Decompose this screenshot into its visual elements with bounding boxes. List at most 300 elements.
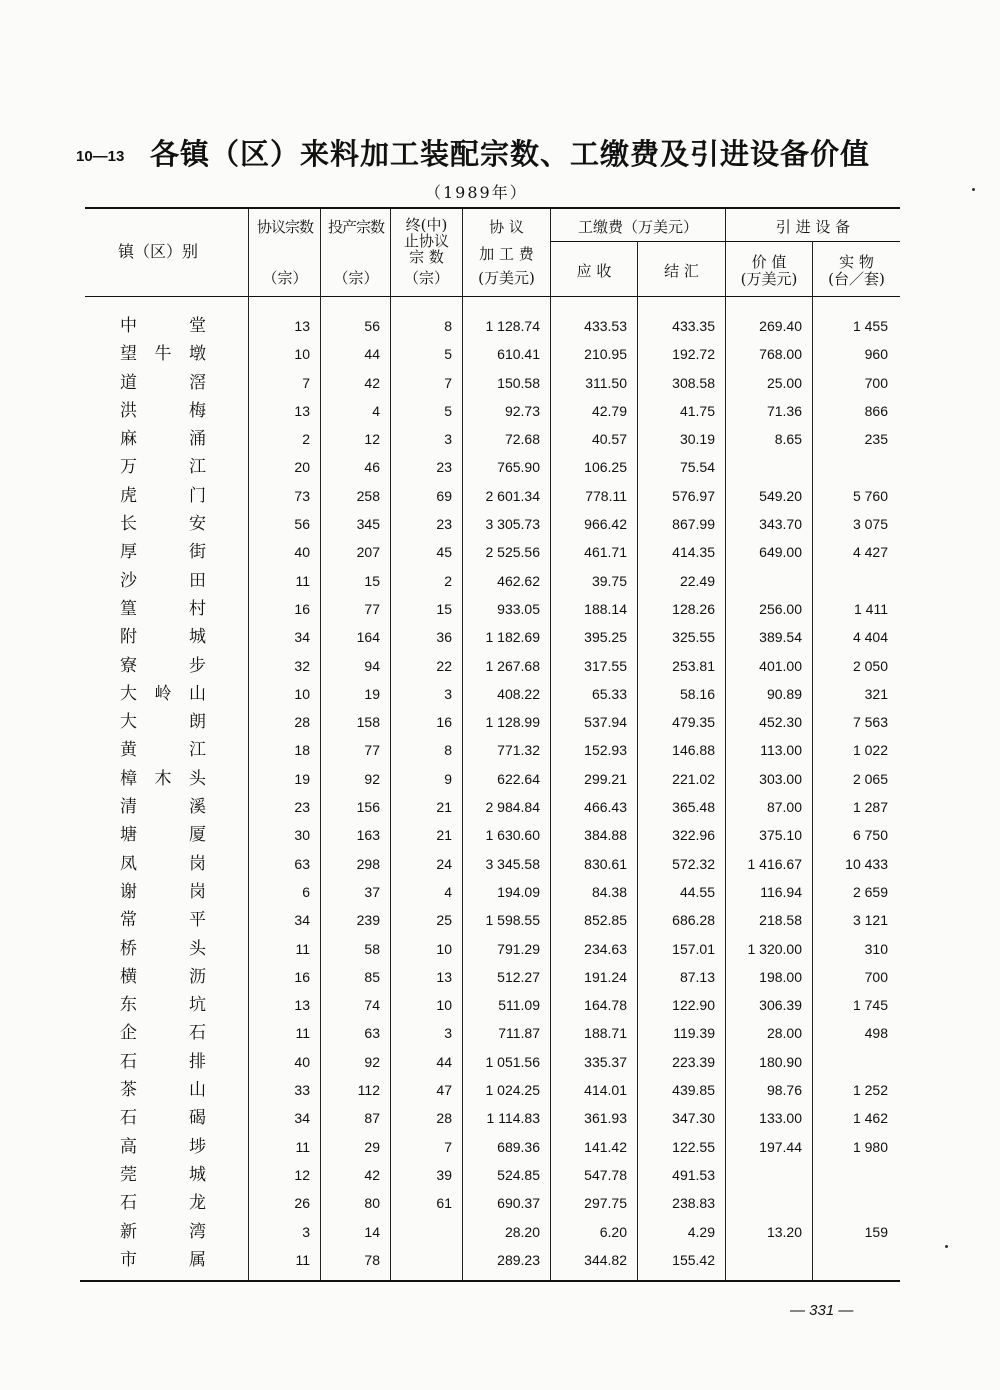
- table-number: 10—13: [76, 148, 125, 165]
- table-row: [0, 850, 1000, 878]
- cell-equipment-value: 306.39: [759, 997, 802, 1014]
- cell-settled: 146.88: [672, 742, 715, 759]
- cell-receivable: 188.14: [584, 600, 627, 617]
- cell-receivable: 40.57: [591, 431, 627, 448]
- cell-terminated: 45: [436, 544, 452, 561]
- cell-agreed: 63: [294, 855, 310, 872]
- table-row: [0, 765, 1000, 793]
- cell-town: 塘 厦: [120, 825, 206, 846]
- cell-in-production: 44: [364, 346, 380, 363]
- table-row: [0, 821, 1000, 849]
- cell-agreed: 11: [295, 940, 310, 957]
- table-row: [0, 935, 1000, 963]
- cell-terminated: 5: [444, 346, 452, 363]
- cell-in-production: 164: [356, 629, 380, 646]
- cell-agreed: 30: [294, 827, 310, 844]
- cell-processing-fee: 194.09: [497, 883, 540, 900]
- cell-equipment-units: 498: [864, 1025, 888, 1042]
- cell-equipment-units: 1 455: [852, 318, 888, 334]
- cell-equipment-units: 2 050: [852, 657, 888, 674]
- cell-settled: 576.97: [672, 487, 715, 504]
- cell-equipment-units: 1 252: [852, 1082, 888, 1099]
- cell-in-production: 29: [364, 1138, 380, 1155]
- cell-terminated: 23: [436, 459, 452, 476]
- table-row: [0, 1246, 1000, 1274]
- cell-equipment-units: 1 745: [852, 997, 888, 1014]
- header-processing-fee-unit: (万美元): [478, 269, 535, 287]
- cell-processing-fee: 791.29: [497, 940, 540, 957]
- cell-town: 凤 岗: [120, 853, 206, 874]
- cell-equipment-units: 3 075: [852, 516, 888, 533]
- cell-equipment-value: 218.58: [759, 912, 802, 929]
- table-row: [0, 1161, 1000, 1189]
- cell-equipment-value: 90.89: [766, 685, 802, 702]
- cell-town: 洪 梅: [120, 400, 206, 421]
- cell-processing-fee: 3 345.58: [485, 855, 540, 872]
- data-table-body: [0, 312, 1000, 1274]
- header-terminated: 终(中): [405, 216, 448, 234]
- cell-town: 长 安: [120, 514, 206, 535]
- cell-processing-fee: 1 128.99: [485, 714, 540, 731]
- table-row: [0, 482, 1000, 510]
- cell-town: 谢 岗: [120, 881, 206, 902]
- header-equipment-units-unit: (台／套): [828, 270, 885, 288]
- cell-in-production: 46: [364, 459, 380, 476]
- cell-processing-fee: 1 630.60: [485, 827, 540, 844]
- table-row: [0, 652, 1000, 680]
- cell-receivable: 42.79: [591, 402, 627, 419]
- cell-in-production: 37: [364, 883, 380, 900]
- cell-settled: 325.55: [672, 629, 715, 646]
- cell-in-production: 12: [364, 431, 380, 448]
- cell-terminated: 21: [436, 827, 452, 844]
- cell-processing-fee: 512.27: [497, 968, 540, 985]
- cell-settled: 238.83: [672, 1195, 715, 1212]
- cell-equipment-units: 1 022: [852, 742, 888, 759]
- table-row: [0, 680, 1000, 708]
- cell-equipment-value: 87.00: [766, 799, 802, 816]
- cell-processing-fee: 1 182.69: [485, 629, 540, 646]
- header-terminated-unit: （宗）: [403, 269, 449, 287]
- cell-receivable: 778.11: [585, 487, 627, 504]
- cell-terminated: 15: [436, 600, 452, 617]
- cell-settled: 491.53: [672, 1166, 715, 1183]
- cell-agreed: 19: [294, 770, 310, 787]
- cell-settled: 223.39: [672, 1053, 715, 1070]
- cell-processing-fee: 28.20: [504, 1223, 540, 1240]
- cell-agreed: 34: [294, 629, 310, 646]
- cell-equipment-value: 256.00: [759, 600, 802, 617]
- cell-in-production: 77: [364, 742, 380, 759]
- cell-receivable: 433.53: [584, 318, 627, 334]
- table-row: [0, 595, 1000, 623]
- cell-in-production: 87: [364, 1110, 380, 1127]
- cell-agreed: 33: [294, 1082, 310, 1099]
- cell-agreed: 56: [294, 516, 310, 533]
- cell-town: 东 坑: [120, 995, 206, 1016]
- cell-receivable: 414.01: [584, 1082, 627, 1099]
- cell-equipment-units: 960: [864, 346, 888, 363]
- cell-settled: 119.39: [673, 1025, 715, 1042]
- cell-settled: 253.81: [672, 657, 715, 674]
- cell-terminated: 7: [444, 374, 452, 391]
- cell-agreed: 12: [294, 1166, 310, 1183]
- cell-equipment-value: 1 320.00: [747, 940, 802, 957]
- table-row: [0, 878, 1000, 906]
- header-in-production-unit: （宗）: [333, 269, 379, 287]
- cell-agreed: 11: [295, 1025, 310, 1042]
- cell-equipment-value: 343.70: [759, 516, 802, 533]
- cell-equipment-value: 549.20: [759, 487, 802, 504]
- cell-in-production: 4: [372, 402, 380, 419]
- cell-processing-fee: 289.23: [497, 1251, 540, 1268]
- cell-processing-fee: 933.05: [497, 600, 540, 617]
- cell-receivable: 106.25: [584, 459, 627, 476]
- cell-town: 虎 门: [120, 485, 206, 506]
- cell-processing-fee: 72.68: [504, 431, 540, 448]
- table-row: [0, 538, 1000, 566]
- cell-terminated: 24: [436, 855, 452, 872]
- cell-equipment-units: 321: [864, 685, 888, 702]
- cell-receivable: 461.71: [584, 544, 627, 561]
- cell-equipment-value: 269.40: [759, 318, 802, 334]
- cell-in-production: 42: [364, 374, 380, 391]
- cell-agreed: 11: [295, 1251, 310, 1268]
- cell-equipment-units: 1 411: [854, 600, 888, 617]
- cell-settled: 479.35: [672, 714, 715, 731]
- cell-equipment-value: 116.94: [760, 883, 802, 900]
- cell-terminated: 5: [444, 402, 452, 419]
- cell-in-production: 85: [364, 968, 380, 985]
- cell-receivable: 547.78: [584, 1166, 627, 1183]
- cell-settled: 44.55: [679, 883, 715, 900]
- header-settled: 结 汇: [664, 262, 699, 280]
- cell-processing-fee: 622.64: [497, 770, 540, 787]
- cell-settled: 87.13: [679, 968, 715, 985]
- cell-town: 大 朗: [120, 712, 206, 733]
- cell-equipment-value: 375.10: [759, 827, 802, 844]
- cell-settled: 75.54: [679, 459, 715, 476]
- cell-receivable: 466.43: [584, 799, 627, 816]
- cell-terminated: 3: [444, 431, 452, 448]
- cell-equipment-value: 28.00: [766, 1025, 802, 1042]
- cell-agreed: 40: [294, 544, 310, 561]
- page-number: — 331 —: [790, 1302, 854, 1319]
- cell-terminated: 3: [444, 685, 452, 702]
- cell-equipment-value: 768.00: [759, 346, 802, 363]
- table-row: [0, 312, 1000, 340]
- cell-in-production: 298: [356, 855, 380, 872]
- cell-receivable: 164.78: [584, 997, 627, 1014]
- cell-equipment-units: 1 980: [852, 1138, 888, 1155]
- cell-equipment-units: 7 563: [852, 714, 888, 731]
- cell-processing-fee: 511.09: [498, 997, 540, 1014]
- cell-equipment-units: 3 121: [852, 912, 888, 929]
- cell-settled: 128.26: [672, 600, 715, 617]
- cell-in-production: 258: [356, 487, 380, 504]
- cell-in-production: 158: [356, 714, 380, 731]
- cell-agreed: 73: [294, 487, 310, 504]
- cell-agreed: 13: [294, 318, 310, 334]
- cell-equipment-value: 1 416.67: [747, 855, 802, 872]
- cell-town: 黄 江: [120, 740, 206, 761]
- cell-equipment-units: 866: [864, 402, 888, 419]
- cell-agreed: 3: [302, 1223, 310, 1240]
- header-terminated: 宗 数: [409, 248, 444, 266]
- cell-settled: 221.02: [672, 770, 715, 787]
- cell-town: 中 堂: [120, 316, 206, 336]
- cell-processing-fee: 1 128.74: [485, 318, 540, 334]
- cell-receivable: 297.75: [584, 1195, 627, 1212]
- cell-town: 麻 涌: [120, 429, 206, 450]
- cell-town: 道 滘: [120, 372, 206, 393]
- cell-agreed: 11: [295, 572, 310, 589]
- cell-in-production: 15: [364, 572, 380, 589]
- cell-agreed: 6: [302, 883, 310, 900]
- cell-terminated: 10: [436, 997, 452, 1014]
- cell-settled: 30.19: [679, 431, 715, 448]
- header-equipment-units: 实 物: [839, 253, 874, 271]
- cell-terminated: 44: [436, 1053, 452, 1070]
- cell-terminated: 28: [436, 1110, 452, 1127]
- cell-processing-fee: 1 051.56: [485, 1053, 540, 1070]
- cell-receivable: 65.33: [591, 685, 627, 702]
- cell-processing-fee: 1 114.83: [486, 1110, 540, 1127]
- cell-equipment-units: 310: [864, 940, 888, 957]
- cell-processing-fee: 1 024.25: [485, 1082, 540, 1099]
- cell-terminated: 2: [444, 572, 452, 589]
- cell-equipment-units: 6 750: [852, 827, 888, 844]
- cell-terminated: 8: [444, 318, 452, 334]
- cell-settled: 322.96: [672, 827, 715, 844]
- cell-terminated: 61: [436, 1195, 452, 1212]
- table-row: [0, 623, 1000, 651]
- cell-town: 企 石: [120, 1023, 206, 1044]
- cell-town: 附 城: [120, 627, 206, 648]
- scan-speck: [972, 188, 975, 191]
- cell-town: 寮 步: [120, 655, 206, 676]
- cell-settled: 433.35: [672, 318, 715, 334]
- cell-in-production: 78: [364, 1251, 380, 1268]
- cell-terminated: 39: [436, 1166, 452, 1183]
- cell-settled: 58.16: [679, 685, 715, 702]
- cell-terminated: 25: [436, 912, 452, 929]
- cell-settled: 308.58: [672, 374, 715, 391]
- cell-receivable: 361.93: [584, 1110, 627, 1127]
- cell-terminated: 9: [444, 770, 452, 787]
- cell-agreed: 10: [294, 685, 310, 702]
- year-subtitle: （1989年）: [425, 183, 528, 202]
- page-title: 各镇（区）来料加工装配宗数、工缴费及引进设备价值: [150, 137, 871, 171]
- cell-town: 沙 田: [120, 570, 206, 591]
- cell-in-production: 63: [364, 1025, 380, 1042]
- cell-terminated: 7: [444, 1138, 452, 1155]
- cell-equipment-units: 1 287: [852, 799, 888, 816]
- cell-town: 石 排: [120, 1051, 206, 1072]
- cell-equipment-units: 4 404: [852, 629, 888, 646]
- cell-terminated: 36: [436, 629, 452, 646]
- table-row: [0, 1189, 1000, 1217]
- cell-equipment-value: 389.54: [759, 629, 802, 646]
- bottom-rule: [80, 1280, 900, 1282]
- header-receivable: 应 收: [576, 262, 612, 280]
- cell-receivable: 317.55: [584, 657, 627, 674]
- cell-processing-fee: 711.87: [498, 1025, 540, 1042]
- header-bottom-rule: [85, 296, 900, 297]
- cell-town: 樟 木 头: [120, 768, 206, 789]
- cell-town: 横 沥: [120, 966, 206, 987]
- cell-equipment-value: 8.65: [774, 431, 802, 448]
- cell-agreed: 16: [294, 600, 310, 617]
- cell-equipment-units: 1 462: [852, 1110, 888, 1127]
- cell-equipment-value: 197.44: [759, 1138, 802, 1155]
- cell-receivable: 191.24: [584, 968, 627, 985]
- table-row: [0, 1104, 1000, 1132]
- cell-receivable: 344.82: [584, 1251, 627, 1268]
- cell-equipment-units: 700: [864, 374, 888, 391]
- cell-processing-fee: 150.58: [497, 374, 540, 391]
- cell-receivable: 210.95: [584, 346, 627, 363]
- cell-processing-fee: 689.36: [497, 1138, 540, 1155]
- cell-equipment-units: 700: [864, 968, 888, 985]
- cell-town: 莞 城: [120, 1164, 206, 1185]
- cell-processing-fee: 92.73: [504, 402, 540, 419]
- cell-terminated: 21: [436, 799, 452, 816]
- cell-town: 望 牛 墩: [120, 344, 206, 365]
- cell-processing-fee: 1 598.55: [485, 912, 540, 929]
- cell-terminated: 47: [436, 1082, 452, 1099]
- cell-settled: 41.75: [679, 402, 715, 419]
- cell-processing-fee: 462.62: [497, 572, 540, 589]
- table-row: [0, 906, 1000, 934]
- table-row: [0, 1133, 1000, 1161]
- cell-processing-fee: 1 267.68: [485, 657, 540, 674]
- cell-settled: 122.90: [672, 997, 715, 1014]
- header-labor-fee: 工缴费（万美元）: [577, 218, 698, 236]
- cell-receivable: 852.85: [584, 912, 627, 929]
- cell-settled: 192.72: [672, 346, 715, 363]
- header-agreed-unit: （宗）: [262, 269, 308, 287]
- header-town: 镇（区）别: [118, 242, 199, 261]
- table-row: [0, 963, 1000, 991]
- cell-settled: 414.35: [672, 544, 715, 561]
- cell-equipment-value: 401.00: [759, 657, 802, 674]
- cell-town: 石 碣: [120, 1108, 206, 1129]
- cell-town: 大 岭 山: [120, 683, 206, 704]
- cell-equipment-value: 198.00: [759, 968, 802, 985]
- header-processing-fee: 协 议: [489, 218, 524, 236]
- cell-equipment-value: 113.00: [760, 742, 802, 759]
- cell-processing-fee: 765.90: [497, 459, 540, 476]
- cell-town: 高 埗: [120, 1136, 206, 1157]
- cell-in-production: 345: [356, 516, 380, 533]
- cell-terminated: 10: [436, 940, 452, 957]
- table-row: [0, 1019, 1000, 1047]
- cell-in-production: 80: [364, 1195, 380, 1212]
- cell-agreed: 23: [294, 799, 310, 816]
- cell-receivable: 188.71: [584, 1025, 627, 1042]
- table-row: [0, 510, 1000, 538]
- cell-in-production: 239: [356, 912, 380, 929]
- cell-terminated: 8: [444, 742, 452, 759]
- cell-processing-fee: 610.41: [497, 346, 540, 363]
- cell-settled: 867.99: [672, 516, 715, 533]
- cell-town: 新 湾: [120, 1221, 206, 1242]
- cell-terminated: 4: [444, 883, 452, 900]
- cell-processing-fee: 771.32: [497, 742, 540, 759]
- cell-processing-fee: 690.37: [497, 1195, 540, 1212]
- cell-settled: 365.48: [672, 799, 715, 816]
- cell-receivable: 537.94: [584, 714, 627, 731]
- cell-processing-fee: 2 984.84: [485, 799, 540, 816]
- cell-equipment-units: 159: [864, 1223, 888, 1240]
- cell-terminated: 22: [436, 657, 452, 674]
- cell-equipment-value: 649.00: [759, 544, 802, 561]
- cell-in-production: 14: [364, 1223, 380, 1240]
- cell-agreed: 26: [294, 1195, 310, 1212]
- cell-receivable: 39.75: [591, 572, 627, 589]
- cell-equipment-units: 2 659: [852, 883, 888, 900]
- cell-town: 市 属: [120, 1249, 206, 1270]
- cell-settled: 155.42: [672, 1251, 715, 1268]
- cell-town: 清 溪: [120, 797, 206, 818]
- cell-in-production: 112: [357, 1082, 380, 1099]
- table-row: [0, 991, 1000, 1019]
- table-row: [0, 453, 1000, 481]
- cell-equipment-units: 10 433: [845, 855, 888, 872]
- cell-town: 万 江: [120, 457, 206, 478]
- cell-terminated: 16: [436, 714, 452, 731]
- header-in-production: 投产宗数: [327, 218, 384, 236]
- cell-equipment-value: 180.90: [759, 1053, 802, 1070]
- cell-settled: 22.49: [679, 572, 715, 589]
- cell-agreed: 7: [302, 374, 310, 391]
- cell-terminated: 13: [436, 968, 452, 985]
- cell-agreed: 13: [294, 402, 310, 419]
- cell-equipment-units: 4 427: [852, 544, 888, 561]
- cell-town: 桥 头: [120, 938, 206, 959]
- cell-equipment-value: 303.00: [759, 770, 802, 787]
- table-row: [0, 708, 1000, 736]
- table-row: [0, 369, 1000, 397]
- cell-receivable: 234.63: [584, 940, 627, 957]
- cell-in-production: 56: [364, 318, 380, 334]
- cell-receivable: 966.42: [584, 516, 627, 533]
- cell-settled: 347.30: [672, 1110, 715, 1127]
- cell-processing-fee: 3 305.73: [485, 516, 540, 533]
- header-processing-fee: 加 工 费: [479, 245, 534, 263]
- cell-equipment-value: 13.20: [766, 1223, 802, 1240]
- cell-terminated: 3: [444, 1025, 452, 1042]
- cell-agreed: 28: [294, 714, 310, 731]
- header-equipment-value: 价 值: [751, 253, 787, 271]
- cell-in-production: 19: [364, 685, 380, 702]
- table-row: [0, 1048, 1000, 1076]
- table-row: [0, 397, 1000, 425]
- table-row: [0, 425, 1000, 453]
- cell-agreed: 20: [294, 459, 310, 476]
- header-agreed: 协议宗数: [256, 218, 313, 236]
- cell-agreed: 11: [295, 1138, 310, 1155]
- table-row: [0, 1218, 1000, 1246]
- cell-settled: 686.28: [672, 912, 715, 929]
- cell-agreed: 2: [302, 431, 310, 448]
- cell-town: 石 龙: [120, 1193, 206, 1214]
- cell-equipment-units: 5 760: [852, 487, 888, 504]
- cell-in-production: 156: [356, 799, 380, 816]
- cell-receivable: 141.42: [584, 1138, 627, 1155]
- cell-receivable: 830.61: [584, 855, 627, 872]
